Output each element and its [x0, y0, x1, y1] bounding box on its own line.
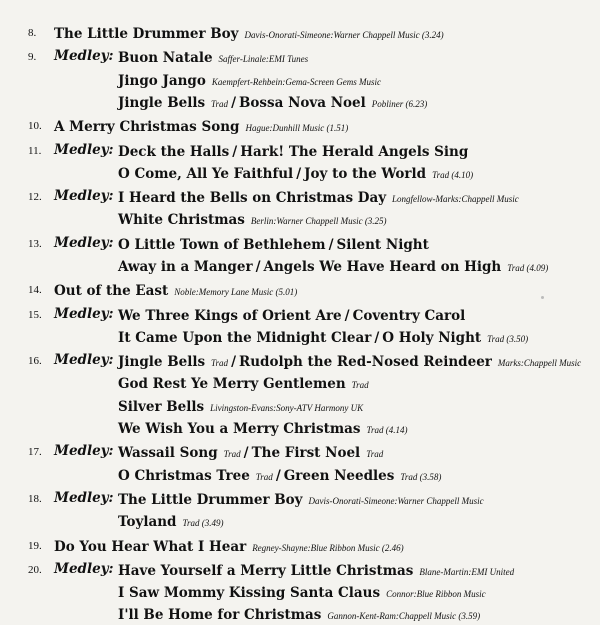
track-line — [54, 24, 444, 44]
song-title: Out of the East — [54, 283, 169, 300]
credit-text: Saffer-Linale:EMI Tunes — [218, 54, 309, 65]
title-separator: / — [232, 143, 238, 160]
song-title: I Heard the Bells on Christmas Day — [118, 190, 387, 207]
song-title: Silver Bells — [118, 398, 205, 415]
song-title: Jingo Jango — [118, 72, 206, 89]
credit-text: Noble:Memory Lane Music (5.01) — [174, 287, 298, 298]
track-line — [54, 537, 404, 557]
title-separator: / — [374, 329, 380, 346]
credit-text: Trad — [366, 449, 384, 460]
song-title: The First Noel — [251, 445, 361, 462]
song-title: Hark! The Herald Angels Sing — [240, 143, 469, 160]
track-line — [118, 328, 528, 348]
song-title: I'll Be Home for Christmas — [118, 607, 322, 624]
credit-text: Pobliner (6.23) — [371, 98, 428, 109]
credit-text: Trad — [255, 471, 273, 482]
title-separator: / — [231, 354, 236, 371]
song-title: Silent Night — [336, 236, 429, 253]
track-number: 13. — [28, 237, 42, 250]
credit-text: Livingston-Evans:Sony-ATV Harmony UK — [210, 402, 364, 413]
credit-text: Blane-Martin:EMI United — [419, 566, 515, 577]
track-line — [118, 419, 408, 439]
song-title: Jingle Bells — [118, 354, 206, 371]
credit-text: Trad (4.09) — [507, 262, 549, 273]
track-number: 12. — [28, 191, 42, 204]
song-title: Away in a Manger — [118, 258, 253, 275]
credit-text: Trad — [223, 449, 241, 460]
credit-text: Kaempfert-Rehbein:Gema-Screen Gems Music — [211, 76, 381, 87]
medley-label: Medley: — [54, 352, 114, 369]
track-line — [118, 490, 484, 510]
credit-text: Trad (3.58) — [400, 471, 442, 482]
song-title: Green Needles — [283, 467, 395, 484]
credit-text: Davis-Onorati-Simeone:Warner Chappell Music — [308, 496, 484, 506]
credit-text: Trad — [351, 380, 369, 391]
song-title: Jingle Bells — [118, 94, 206, 111]
song-title: White Christmas — [118, 212, 245, 229]
track-number: 8. — [28, 27, 37, 39]
title-separator: / — [296, 165, 302, 182]
song-title: Rudolph the Red-Nosed Reindeer — [239, 354, 492, 371]
track-number: 9. — [28, 51, 37, 64]
song-title: Bossa Nova Noel — [239, 94, 366, 111]
title-separator: / — [231, 94, 236, 111]
song-title: It Came Upon the Midnight Clear — [118, 329, 372, 346]
credit-text: Berlin:Warner Chappell Music (3.25) — [250, 216, 387, 227]
track-line — [118, 466, 441, 486]
track-line — [118, 512, 224, 532]
medley-label: Medley: — [54, 490, 114, 506]
title-separator: / — [255, 258, 261, 275]
track-line — [118, 397, 363, 417]
song-title: Have Yourself a Merry Little Christmas — [118, 562, 414, 579]
track-line — [118, 561, 514, 581]
track-number: 15. — [28, 308, 42, 321]
song-title: Coventry Carol — [352, 307, 466, 324]
credit-text: Hague:Dunhill Music (1.51) — [245, 123, 349, 134]
song-title: Wassail Song — [118, 445, 218, 462]
track-number: 11. — [28, 144, 42, 157]
track-number: 10. — [28, 120, 42, 133]
track-line — [118, 257, 548, 277]
credit-text: Regney-Shayne:Blue Ribbon Music (2.46) — [252, 542, 404, 553]
credit-text: Trad (4.14) — [366, 425, 408, 436]
track-line — [118, 306, 465, 325]
title-separator: / — [344, 307, 350, 324]
track-line — [118, 188, 519, 208]
speck — [541, 296, 544, 299]
song-title: Angels We Have Heard on High — [263, 258, 502, 275]
song-title: We Three Kings of Orient Are — [118, 307, 342, 324]
track-number: 20. — [28, 563, 42, 576]
credit-text: Trad (3.50) — [487, 333, 529, 344]
track-line — [118, 164, 473, 184]
track-line — [118, 93, 427, 113]
credit-text: Trad — [211, 98, 229, 109]
medley-label: Medley: — [54, 305, 114, 322]
track-line — [54, 281, 297, 301]
credit-text: Trad (3.49) — [182, 518, 224, 529]
song-title: Do You Hear What I Hear — [54, 538, 247, 555]
title-separator: / — [328, 236, 334, 253]
song-title: The Little Drummer Boy — [118, 492, 303, 508]
credit-text: Connor:Blue Ribbon Music — [386, 589, 486, 600]
track-number: 17. — [28, 446, 42, 459]
credit-text: Davis-Onorati-Simeone:Warner Chappell Music (3.24) — [244, 30, 444, 40]
track-line — [118, 605, 480, 625]
track-line — [118, 210, 387, 230]
track-line — [118, 583, 486, 603]
song-title: Buon Natale — [118, 50, 213, 67]
song-title: O Come, All Ye Faithful — [118, 165, 294, 182]
track-line — [118, 71, 381, 91]
medley-label: Medley: — [54, 48, 114, 65]
medley-label: Medley: — [54, 443, 114, 460]
track-line — [118, 48, 308, 68]
song-title: O Christmas Tree — [118, 467, 250, 484]
song-title: O Holy Night — [382, 329, 482, 346]
song-title: The Little Drummer Boy — [54, 26, 239, 42]
credit-text: Marks:Chappell Music — [497, 358, 582, 369]
credit-text: Trad (4.10) — [432, 169, 474, 180]
track-number: 19. — [28, 539, 42, 552]
track-number: 18. — [28, 493, 42, 505]
track-line — [118, 352, 581, 372]
song-title: O Little Town of Bethlehem — [118, 236, 326, 253]
track-line — [118, 142, 468, 161]
song-title: Toyland — [118, 514, 177, 531]
song-title: A Merry Christmas Song — [54, 119, 240, 136]
track-line — [118, 443, 383, 463]
song-title: Deck the Halls — [118, 143, 230, 160]
track-line — [118, 235, 429, 254]
medley-label: Medley: — [54, 560, 114, 577]
credit-text: Longfellow-Marks:Chappell Music — [392, 194, 519, 205]
song-title: I Saw Mommy Kissing Santa Claus — [118, 585, 381, 602]
song-title: Joy to the World — [304, 165, 427, 182]
track-line — [118, 374, 369, 394]
title-separator: / — [275, 467, 281, 484]
track-number: 14. — [28, 284, 42, 297]
credit-text: Trad — [211, 358, 229, 369]
song-title: God Rest Ye Merry Gentlemen — [118, 376, 346, 393]
track-line — [54, 117, 348, 137]
credit-text: Gannon-Kent-Ram:Chappell Music (3.59) — [327, 611, 481, 622]
song-title: We Wish You a Merry Christmas — [118, 421, 361, 438]
medley-label: Medley: — [54, 141, 114, 158]
medley-label: Medley: — [54, 234, 114, 251]
title-separator: / — [243, 445, 249, 462]
track-number: 16. — [28, 355, 42, 368]
medley-label: Medley: — [54, 188, 114, 205]
